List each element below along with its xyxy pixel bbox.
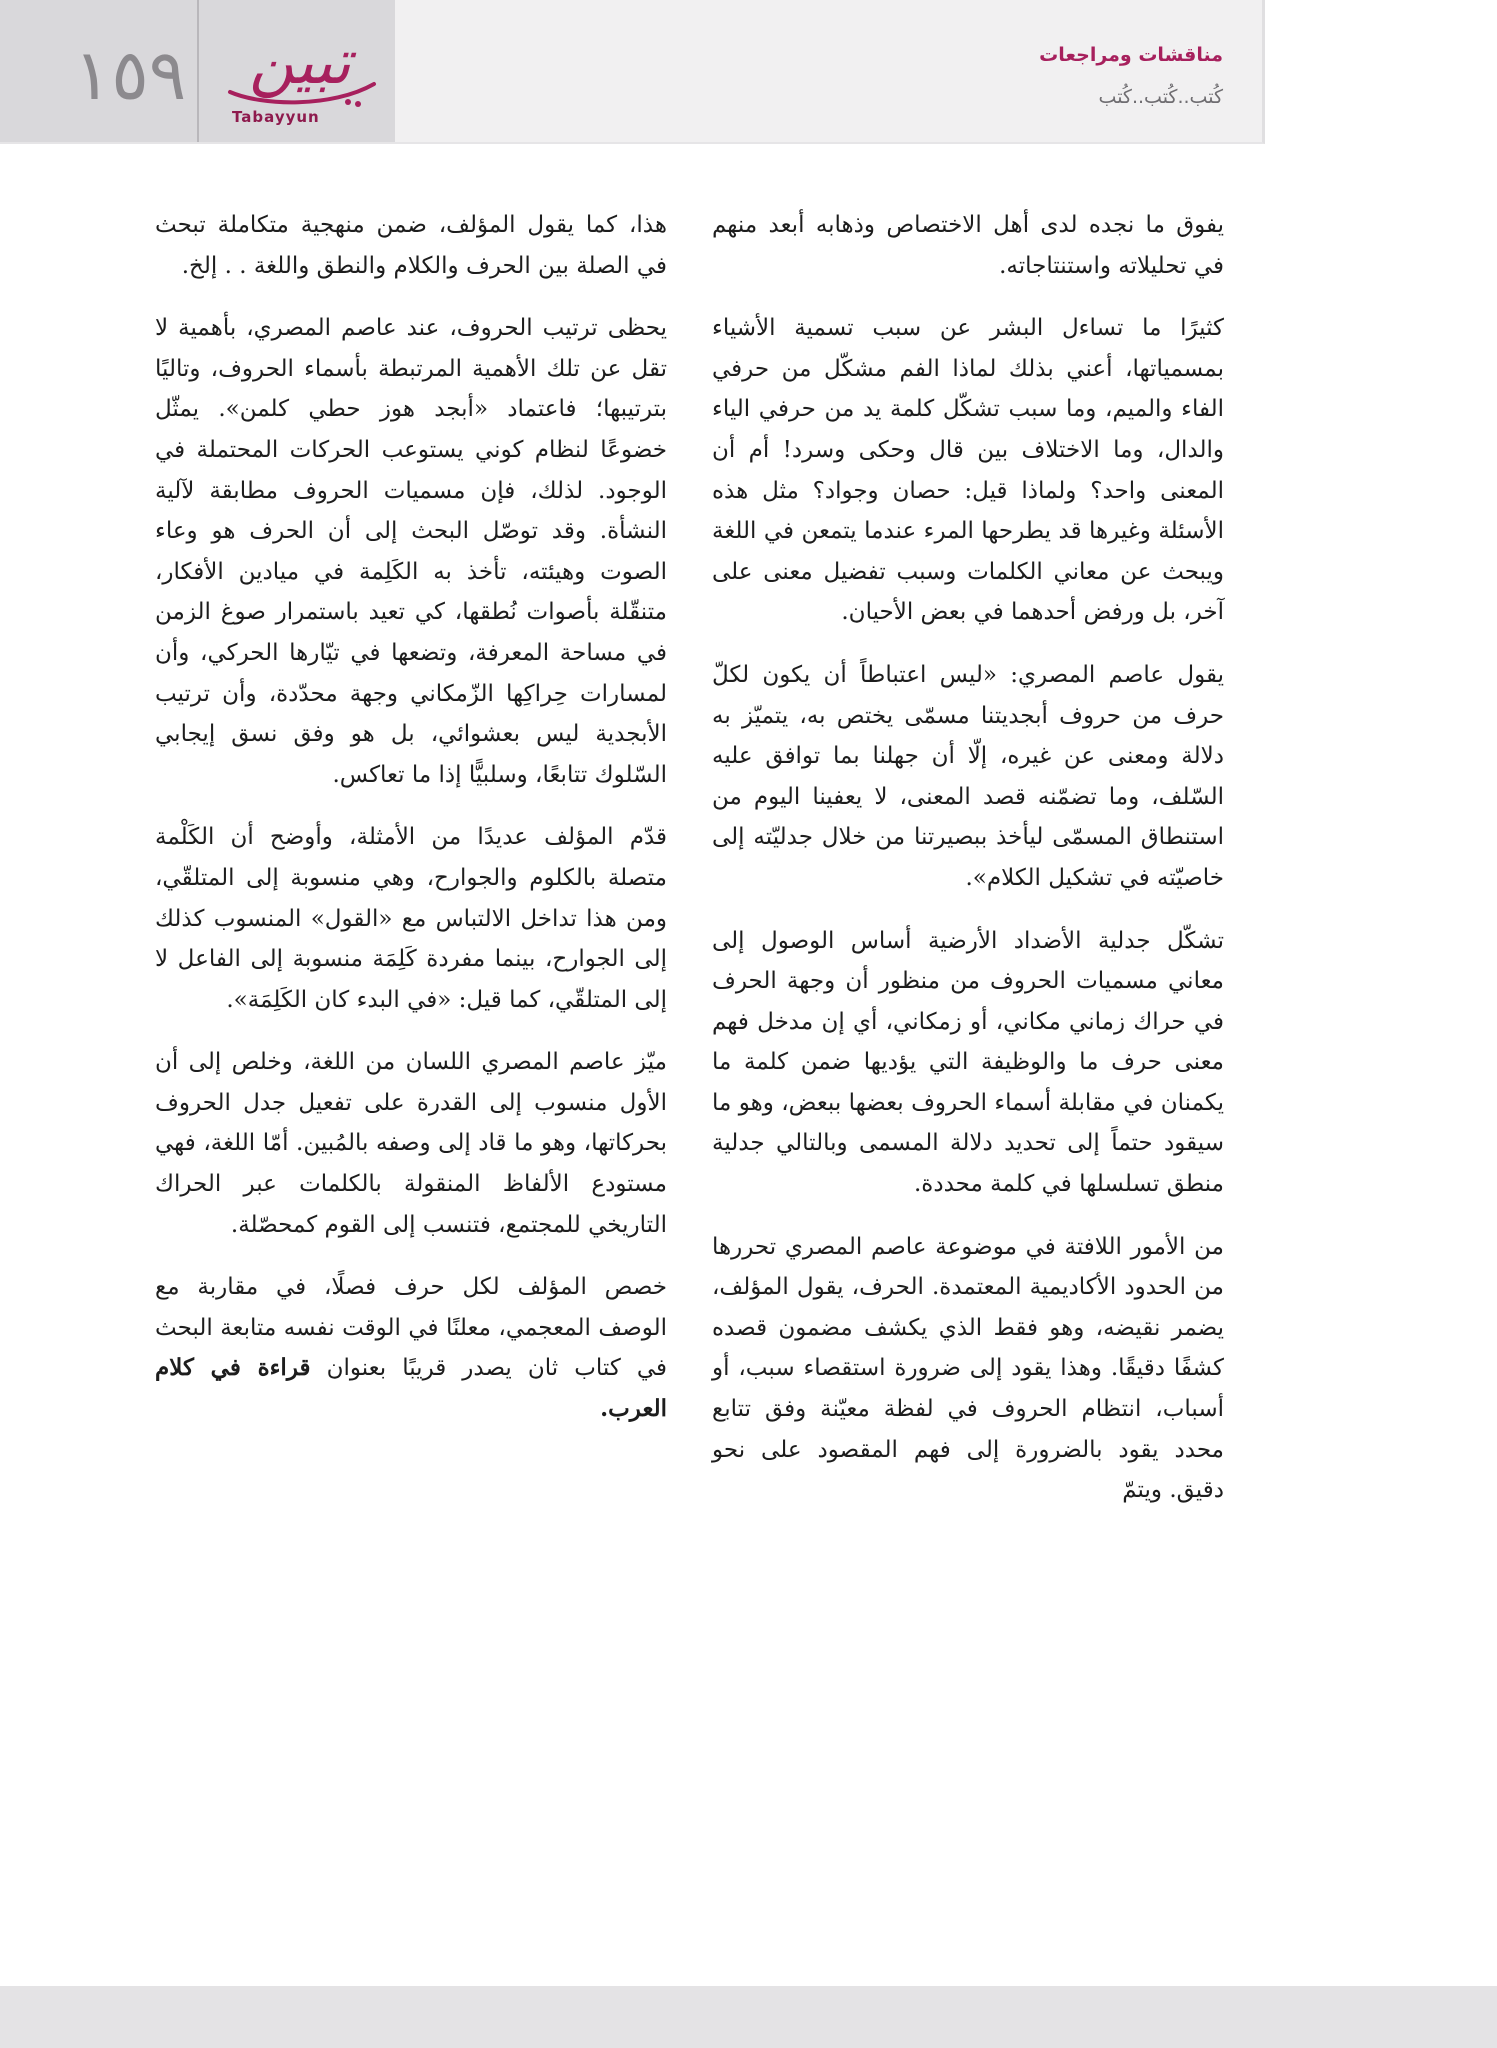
paragraph: تشكّل جدلية الأضداد الأرضية أساس الوصول إلى معاني مسميات الحروف من منظور أن وجهة الحرف في حراك زماني مكاني، أو زمكاني، أي إن مدخل فهم معنى حرف ما والوظيفة التي يؤديها ضمن كلمة ما يكمنان في مقابلة أسماء الحروف بعضها ببعض، وهو ما سيقود حتماً إلى تحديد دلالة المسمى وبالتالي جدلية منطق تسلسلها في كلمة محددة. (712, 927, 1224, 1198)
closing-text: خصص المؤلف لكل حرف فصلًا، في مقاربة مع الوصف المعجمي، معلنًا في الوقت نفسه متابعة البحث في كتاب ثان يصدر قريبًا بعنوان (155, 1274, 667, 1382)
section-subtitle: كُتب..كُتب..كُتب (1098, 86, 1223, 108)
article-column-right (712, 205, 1224, 1533)
magazine-logo-latin: Tabayyun (232, 108, 320, 126)
paragraph: يحظى ترتيب الحروف، عند عاصم المصري، بأهمية لا تقل عن تلك الأهمية المرتبطة بأسماء الحروف، وتاليًا بترتيبها؛ فاعتماد «أبجد هوز حطي كلمن». يمثّل خضوعًا لنظام كوني يستوعب الحركات المحتملة في الوجود. لذلك، فإن مسميات الحروف مطابقة لآلية النشأة. وقد توصّل البحث إلى أن الحرف هو وعاء الصوت وهيئته، تأخذ به الكَلِمة في ميادين الأفكار، متنقّلة بأصوات نُطقها، كي تعيد باستمرار صوغ الزمن في مساحة المعرفة، وتضعها في تيّارها الحركي، وأن لمسارات حِراكِها الزّمكاني وجهة محدّدة، وأن ترتيب الأبجدية ليس بعشوائي، بل هو وفق نسق إيجابي السّلوك تتابعًا، وسلبيًّا إذا ما تعاكس. (155, 315, 667, 788)
closing-paragraph (155, 1267, 667, 1429)
book-title: قراءة في كلام العرب (155, 1354, 667, 1423)
article-column-left (155, 205, 667, 1452)
closing-period: . (600, 1395, 609, 1423)
page-number: ١٥٩ (73, 34, 187, 116)
magazine-logo: تبين (249, 25, 351, 98)
paragraph: من الأمور اللافتة في موضوعة عاصم المصري تحررها من الحدود الأكاديمية المعتمدة. الحرف، يقول المؤلف، يضمر نقيضه، وهو فقط الذي يكشف مضمون قصده كشفًا دقيقًا. وهذا يقود إلى ضرورة استقصاء سبب، أو أسباب، انتظام الحروف في لفظة معيّنة وفق تتابع محدد يقود بالضرورة إلى فهم المقصود على نحو دقيق. ويتمّ (712, 1233, 1224, 1504)
paragraph: ميّز عاصم المصري اللسان من اللغة، وخلص إلى أن الأول منسوب إلى القدرة على تفعيل جدل الحروف بحركاتها، وهو ما قاد إلى وصفه بالمُبين. أمّا اللغة، فهي مستودع الألفاظ المنقولة بالكلمات عبر الحراك التاريخي للمجتمع، فتنسب إلى القوم كمحصّلة. (155, 1049, 667, 1238)
footer-band (0, 1986, 1497, 2048)
logo-divider (197, 0, 199, 142)
paragraph: كثيرًا ما تساءل البشر عن سبب تسمية الأشياء بمسمياتها، أعني بذلك لماذا الفم مشكّل من حرفي الفاء والميم، وما سبب تشكّل كلمة يد من حرفي الياء والدال، وما الاختلاف بين قال وحكى وسرد! أم أن المعنى واحد؟ ولماذا قيل: حصان وجواد؟ مثل هذه الأسئلة وغيرها قد يطرحها المرء عندما يتمعن في اللغة ويبحث عن معاني الكلمات وسبب تفضيل معنى على آخر، بل ورفض أحدهما في بعض الأحيان. (712, 315, 1224, 626)
paragraph: يفوق ما نجده لدى أهل الاختصاص وذهابه أبعد منهم في تحليلاته واستنتاجاته. (712, 212, 1224, 279)
paragraph: هذا، كما يقول المؤلف، ضمن منهجية متكاملة تبحث في الصلة بين الحرف والكلام والنطق واللغة . . إلخ. (155, 212, 667, 279)
paragraph: قدّم المؤلف عديدًا من الأمثلة، وأوضح أن الكَلْمة متصلة بالكلوم والجوارح، وهي منسوبة إلى المتلقّي، ومن هذا تداخل الالتباس مع «القول» المنسوب كذلك إلى الجوارح، بينما مفردة كَلِمَة منسوبة إلى الفاعل لا إلى المتلقّي، كما قيل: «في البدء كان الكَلِمَة». (155, 824, 667, 1013)
paragraph: يقول عاصم المصري: «ليس اعتباطاً أن يكون لكلّ حرف من حروف أبجديتنا مسمّى يختص به، يتميّز به دلالة ومعنى عن غيره، إلّا أن جهلنا بما توافق عليه السّلف، وما تضمّنه قصد المعنى، لا يعفينا اليوم من استنطاق المسمّى ليأخذ ببصيرتنا من خلال جدليّته إلى خاصيّته في تشكيل الكلام». (712, 661, 1224, 891)
logo-box (0, 0, 395, 142)
logo-swash-icon (222, 62, 382, 112)
section-title: مناقشات ومراجعات (1039, 44, 1223, 66)
